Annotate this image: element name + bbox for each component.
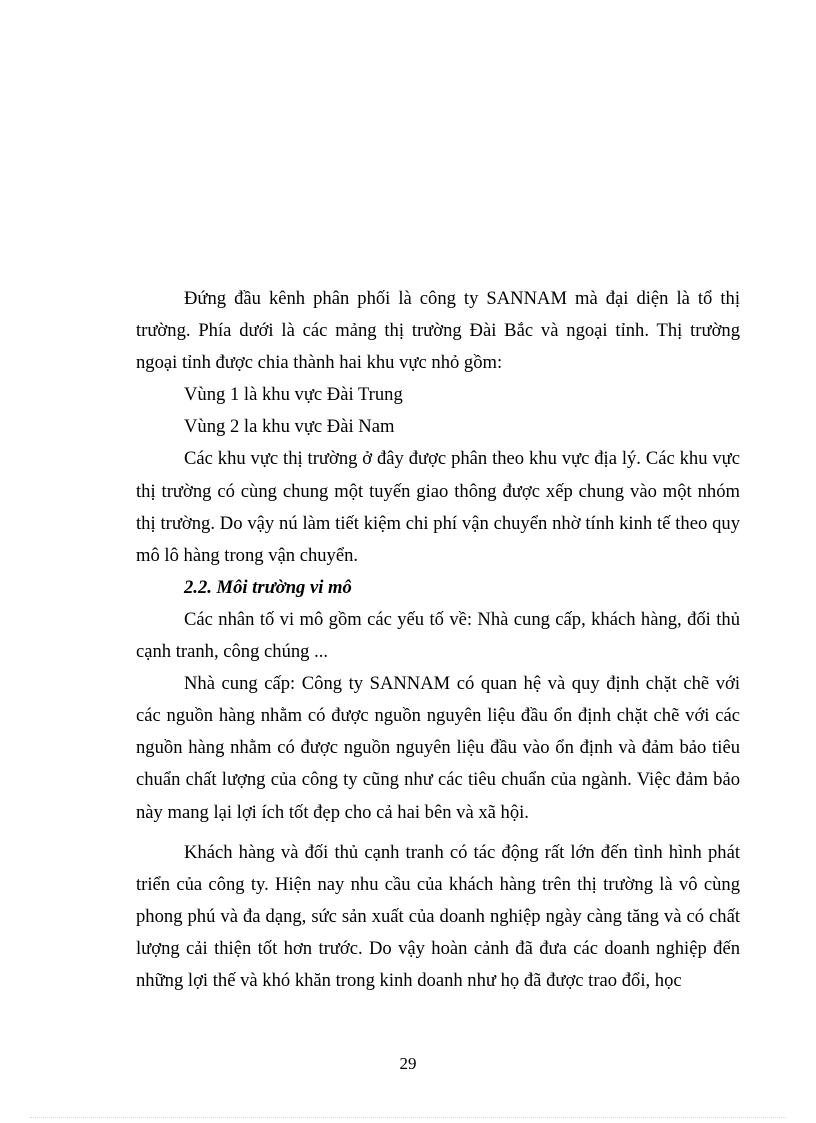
paragraph-spacing [136,829,740,837]
paragraph-market-regions: Các khu vực thị trường ở đây được phân theo khu vực địa lý. Các khu vực thị trường có cùng chung một tuyến giao thông được xếp chung vào một nhóm thị trường. Do vậy nú làm tiết kiệm chi phí vận chuyển nhờ tính kinh tế theo quy mô lô hàng trong vận chuyển. [136,448,740,566]
section-heading: 2.2. Môi trường vi mô [184,576,352,598]
paragraph-customers-competitors: Khách hàng và đối thủ cạnh tranh có tác động rất lớn đến tình hình phát triển của công ty. Hiện nay nhu cầu của khách hàng trên thị trường là vô cùng phong phú và đa dạng, sức sản xuất của doanh nghiệp ngày càng tăng và có chất lượng cải thiện tốt hơn trước. Do vậy hoàn cảnh đã đưa các doanh nghiệp đến những lợi thế và khó khăn trong kinh doanh như họ đã được trao đổi, học [136,841,740,991]
paragraph-micro-factors: Các nhân tố vi mô gồm các yếu tố về: Nhà cung cấp, khách hàng, đối thủ cạnh tranh, công chúng ... [136,608,740,663]
page-bottom-divider [30,1117,786,1118]
paragraph-suppliers: Nhà cung cấp: Công ty SANNAM có quan hệ và quy định chặt chẽ với các nguồn hàng nhằm có được nguồn nguyên liệu đầu ổn định chặt chẽ với các nguồn hàng nhằm có được nguồn nguyên liệu đầu vào ổn định và đảm bảo tiêu chuẩn chất lượng của công ty cũng như các tiêu chuẩn của ngành. Việc đảm bảo này mang lại lợi ích tốt đẹp cho cả hai bên và xã hội. [136,673,740,823]
list-item-region-2: Vùng 2 la khu vực Đài Nam [184,416,395,438]
page-number: 29 [399,1054,417,1073]
paragraph-distribution-channel: Đứng đầu kênh phân phối là công ty SANNAM mà đại diện là tổ thị trường. Phía dưới là các mảng thị trường Đài Bắc và ngoại tỉnh. Thị trường ngoại tỉnh được chia thành hai khu vực nhỏ gồm: [136,288,740,374]
document-body [136,283,740,997]
list-item-region-1: Vùng 1 là khu vực Đài Trung [184,384,403,406]
